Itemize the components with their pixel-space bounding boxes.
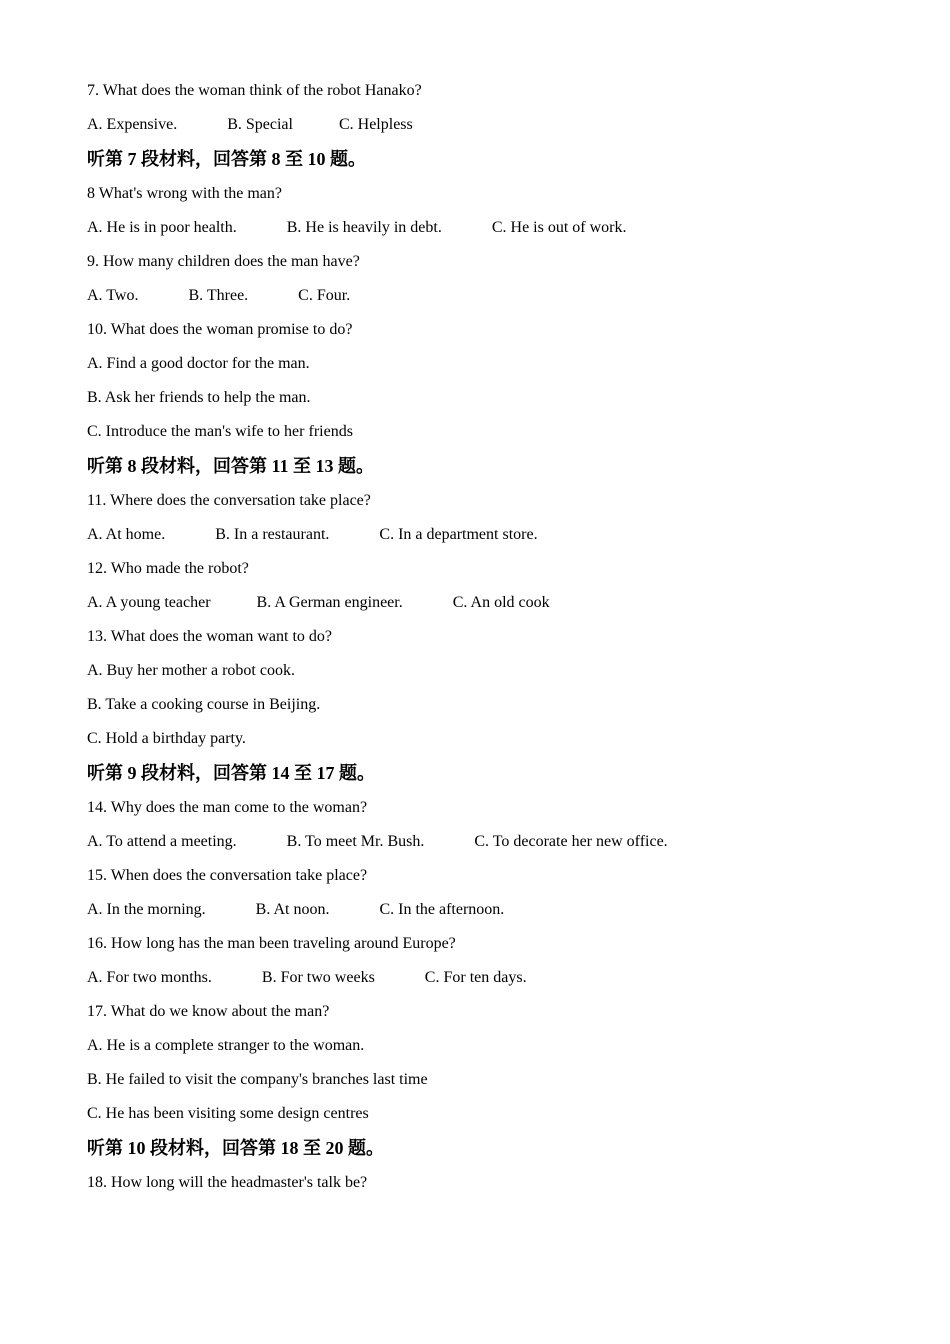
option-line: C. He has been visiting some design centres bbox=[87, 1105, 369, 1122]
question-11: 11. Where does the conversation take place? bbox=[87, 492, 371, 509]
option-line: C. Hold a birthday party. bbox=[87, 730, 246, 747]
option-c: C. Helpless bbox=[338, 116, 413, 133]
options-q9 bbox=[87, 283, 887, 317]
option-c: C. He is out of work. bbox=[491, 219, 627, 236]
option-b: B. In a restaurant. bbox=[215, 526, 330, 543]
question-15: 15. When does the conversation take place? bbox=[87, 867, 368, 884]
option-line: C. Introduce the man's wife to her friends bbox=[87, 423, 353, 440]
options-q14 bbox=[87, 829, 887, 863]
option-a: A. To attend a meeting. bbox=[87, 833, 237, 850]
question-16: 16. How long has the man been traveling around Europe? bbox=[87, 935, 456, 952]
option-c: C. In the afternoon. bbox=[379, 901, 505, 918]
section-heading-9: 听第 9 段材料，回答第 14 至 17 题。 bbox=[87, 763, 375, 783]
question-7: 7. What does the woman think of the robot Hanako? bbox=[87, 82, 422, 99]
option-b: B. To meet Mr. Bush. bbox=[286, 833, 425, 850]
option-c: C. An old cook bbox=[452, 594, 550, 611]
option-line: A. He is a complete stranger to the woman. bbox=[87, 1037, 365, 1054]
question-10: 10. What does the woman promise to do? bbox=[87, 321, 353, 338]
option-line: B. Ask her friends to help the man. bbox=[87, 389, 311, 406]
question-8: 8 What's wrong with the man? bbox=[87, 185, 282, 202]
option-line: B. Take a cooking course in Beijing. bbox=[87, 696, 321, 713]
options-q12 bbox=[87, 590, 887, 624]
options-q11 bbox=[87, 522, 887, 556]
option-a: A. Two. bbox=[87, 287, 139, 304]
option-c: C. For ten days. bbox=[424, 969, 527, 986]
option-b: B. He is heavily in debt. bbox=[286, 219, 442, 236]
section-heading-8: 听第 8 段材料，回答第 11 至 13 题。 bbox=[87, 456, 375, 476]
options-q7 bbox=[87, 112, 887, 146]
options-q15 bbox=[87, 897, 887, 931]
option-b: B. A German engineer. bbox=[256, 594, 403, 611]
section-heading-7: 听第 7 段材料，回答第 8 至 10 题。 bbox=[87, 149, 366, 169]
question-18: 18. How long will the headmaster's talk be? bbox=[87, 1174, 368, 1191]
question-14: 14. Why does the man come to the woman? bbox=[87, 799, 368, 816]
option-b: B. At noon. bbox=[255, 901, 330, 918]
exam-content bbox=[87, 78, 887, 1204]
options-q16 bbox=[87, 965, 887, 999]
question-13: 13. What does the woman want to do? bbox=[87, 628, 332, 645]
question-12: 12. Who made the robot? bbox=[87, 560, 249, 577]
option-b: B. For two weeks bbox=[261, 969, 375, 986]
option-c: C. In a department store. bbox=[379, 526, 538, 543]
option-line: A. Buy her mother a robot cook. bbox=[87, 662, 295, 679]
option-c: C. Four. bbox=[298, 287, 351, 304]
option-c: C. To decorate her new office. bbox=[474, 833, 668, 850]
question-17: 17. What do we know about the man? bbox=[87, 1003, 330, 1020]
option-a: A. In the morning. bbox=[87, 901, 206, 918]
option-a: A. At home. bbox=[87, 526, 166, 543]
section-heading-10: 听第 10 段材料，回答第 18 至 20 题。 bbox=[87, 1138, 384, 1158]
option-a: A. He is in poor health. bbox=[87, 219, 237, 236]
option-b: B. Special bbox=[227, 116, 293, 133]
option-a: A. For two months. bbox=[87, 969, 212, 986]
options-q8 bbox=[87, 215, 887, 249]
option-b: B. Three. bbox=[188, 287, 249, 304]
option-a: A. Expensive. bbox=[87, 116, 178, 133]
question-9: 9. How many children does the man have? bbox=[87, 253, 360, 270]
option-a: A. A young teacher bbox=[87, 594, 211, 611]
option-line: A. Find a good doctor for the man. bbox=[87, 355, 310, 372]
option-line: B. He failed to visit the company's branches last time bbox=[87, 1071, 428, 1088]
